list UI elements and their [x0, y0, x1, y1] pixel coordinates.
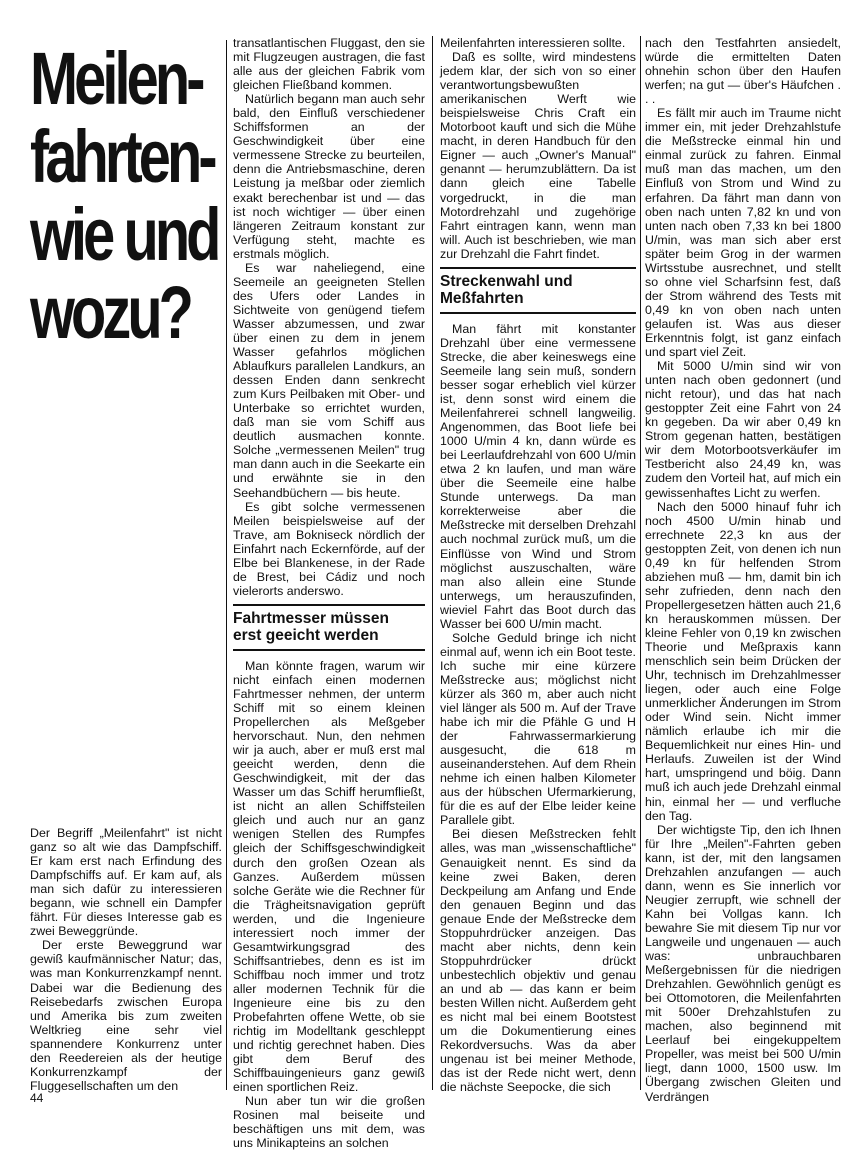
- paragraph: nach den Testfahrten ansiedelt, würde die ermittelten Daten ohnehin schon über den Haufen werfen; na gut — über's Häufchen . . .: [645, 36, 841, 107]
- column-divider: [226, 40, 227, 1090]
- paragraph: Nun aber tun wir die großen Rosinen mal beiseite und beschäftigen uns mit dem, was uns Minikapteins an solchen: [233, 1094, 425, 1151]
- paragraph: Solche Geduld bringe ich nicht einmal auf, wenn ich ein Boot teste. Ich suche mir eine kürzere Meßstrecke aus; möglichst nicht kürzer als 360 m, aber auch nicht viel länger als 500 m. Auf der Trave habe ich mir die Pfähle G und H der Fahrwassermarkierung ausgesucht, die 618 m auseinanderstehen. Auf dem Rhein nehme ich einen halben Kilometer aus der hübschen Ufermarkierung, für die es auf der Elbe leider keine Parallele gibt.: [440, 630, 636, 828]
- section-heading-line: Streckenwahl und: [440, 272, 573, 290]
- column-3: [440, 36, 636, 1095]
- title-line: fahrten-: [30, 115, 214, 198]
- column-divider: [640, 36, 641, 1090]
- paragraph: transatlantischen Fluggast, den sie mit Flugzeugen austragen, die fast alle aus der gleichen Fabrik vom gleichen Fließband kommen.: [233, 36, 425, 93]
- paragraph: Es fällt mir auch im Traume nicht immer ein, mit jeder Drehzahlstufe die Meßstrecke einmal hin und einmal zurück zu fahren. Einmal muß man das machen, um den Einfluß von Strom und Wind zu erfahren. Da fährt man dann von oben nach unten 7,82 kn und von unten nach oben 7,33 kn bei 1800 U/min, was man sich aber erst später beim Grog in der warmen Wirtsstube ausrechnet, und stellt so ohne viel Scharfsinn fest, daß der Strom während des Tests mit 0,49 kn von oben nach unten gelaufen ist. Was aus dieser Erkenntnis folgt, ist ganz einfach und spart viel Zeit.: [645, 106, 841, 360]
- article-title: [30, 37, 218, 354]
- paragraph: Der Begriff „Meilenfahrt" ist nicht ganz so alt wie das Dampfschiff. Er kam erst nach Erfindung des Dampfschiffs auf. Er kam auf, als man sich dafür zu interessieren begann, wie schnell ein Dampfer fährt. Für dieses Interesse gab es zwei Beweggründe.: [30, 826, 222, 939]
- column-4: [645, 36, 841, 1104]
- title-line: wie und: [30, 193, 218, 276]
- title-line: wozu?: [30, 271, 191, 354]
- title-line: Meilen-: [30, 37, 202, 120]
- page-number: 44: [30, 1091, 44, 1105]
- column-2: [233, 36, 425, 1151]
- paragraph: Meilenfahrten interessieren sollte.: [440, 36, 626, 50]
- section-heading-line: Fahrtmesser müssen: [233, 609, 389, 627]
- paragraph: Daß es sollte, wird mindestens jedem klar, der sich von so einer verantwortungsbewußten amerikanischen Werft wie beispielsweise Chris Craft ein Motorboot kauft und sich die Mühe macht, in deren Handbuch für den Eigner — auch „Owner's Manual" genannt — herumzublättern. Da ist dann gleich eine Tabelle vorgedruckt, in die man Motordrehzahl und zugehörige Fahrt eintragen kann, wenn man will. Auch ist beschrieben, wie man zur Drehzahl die Fahrt findet.: [440, 50, 636, 261]
- paragraph: Natürlich begann man auch sehr bald, den Einfluß verschiedener Schiffsformen an der Geschwindigkeit über eine vermessene Strecke zu beurteilen, denn die Antriebsmaschine, deren Leistung ja meßbar oder ziemlich exakt berechenbar ist und — das ist noch wichtiger — über einen längeren Zeitraum konstant zur Verfügung steht, machte es erstmals möglich.: [233, 92, 425, 261]
- paragraph: Es gibt solche vermessenen Meilen beispielsweise auf der Trave, am Bokniseck nördlich der Einfahrt nach Eckernförde, auf der Elbe bei Blankenese, in der Rade de Brest, bei Cádiz und noch vielerorts anderswo.: [233, 499, 425, 598]
- section-heading-line: erst geeicht werden: [233, 626, 379, 644]
- section-heading: [233, 604, 425, 651]
- paragraph: Der wichtigste Tip, den ich Ihnen für Ihre „Meilen"-Fahrten geben kann, ist der, mit den langsamen Drehzahlen anzufangen — auch dann, wenn es Sie innerlich vor Neugier zerrupft, wie schnell der Kahn bei Vollgas kann. Ich bewahre Sie mit diesem Tip nur vor Langweile und ungenauen — auch was: unbrauchbaren Meßergebnissen für die niedrigen Drehzahlen. Gewöhnlich genügt es bei Ottomotoren, die Meilenfahrten mit 500er Drehzahlstufen zu machen, also beginnend mit Leerlauf bei eingekuppeltem Propeller, was meist bei 500 U/min liegt, dann 1000, 1500 usw. Im Übergang zwischen Gleiten und Verdrängen: [645, 822, 841, 1104]
- column-divider: [432, 36, 433, 1090]
- section-heading-line: Meßfahrten: [440, 289, 524, 307]
- paragraph: Bei diesen Meßstrecken fehlt alles, was man „wissenschaftliche" Genauigkeit nennt. Es sind da keine zwei Baken, deren Deckpeilung am Anfang und Ende den genauen Beginn und das genaue Ende der Meßstrecke dem Stoppuhrdrücker anzeigen. Das macht aber nichts, denn kein Stoppuhrdrücker drückt unbestechlich objektiv und genau an und ab — das kann er beim besten Willen nicht. Außerdem geht es nicht mal bei einem Bootstest um die Dokumentierung eines Rekordversuchs. Was da aber ungenau ist bei meiner Methode, das ist der Rede nicht wert, denn die nächste Seepocke, die sich: [440, 827, 636, 1095]
- paragraph: Nach den 5000 hinauf fuhr ich noch 4500 U/min hinab und errechnete 22,3 kn aus der gestoppten Zeit, von denen ich nun 0,49 kn für helfenden Strom abziehen muß — hm, damit bin ich sehr zufrieden, denn nach den Propellergesetzen hätten auch 21,6 kn herauskommen müssen. Der kleine Fehler von 0,19 kn zwischen Theorie und Meßpraxis kann menschlich sein beim Drücken der Uhr, technisch im Drehzahlmesser liegen, oder auch eine Folge unmerklicher Änderungen im Strom oder Wind sein. Nicht immer nämlich erlaube ich mir die Bequemlichkeit nur eines Hin- und Herlaufs. Zuweilen ist der Wind hart, umspringend und böig. Dann muß ich auch jede Drehzahl einmal hin, einmal her — und verfluche den Tag.: [645, 499, 841, 823]
- column-1: [30, 826, 222, 1093]
- paragraph: Der erste Beweggrund war gewiß kaufmännischer Natur; das, was man Konkurrenzkampf nennt. Dabei war die Bedienung des Reisebedarfs zwischen Europa und Amerika bis zum zweiten Weltkrieg eine sehr viel spannendere Konkurrenz unter den Reedereien als der heutige Konkurrenzkampf der Fluggesellschaften um den: [30, 938, 222, 1093]
- section-heading: [440, 267, 636, 314]
- paragraph: Es war naheliegend, eine Seemeile an geeigneten Stellen des Ufers oder Landes in Sichtweite von genügend tiefem Wasser abzumessen, und zwar über einen zu dem in jenem Wasser gefahrlos möglichen Ablaufkurs parallelen Landkurs, an dessen Enden dann senkrecht zum Kurs Peilbaken mit Ober- und Unterbake so errichtet wurden, daß man sie vom Schiff aus deutlich ausmachen konnte. Solche „vermessenen Meilen" trug man dann auch in die Seekarte ein und erwähnte sie in den Seehandbüchern — bis heute.: [233, 260, 425, 500]
- paragraph: Mit 5000 U/min sind wir von unten nach oben gedonnert (und nicht retour), und das hat nach gestoppter Zeit eine Fahrt von 24 kn gegeben. Da wir aber 0,49 kn Strom gegenan hatten, bestätigen wir dem Motorbootsverkäufer im Testbericht also 24,49 kn, was zudem den Vorteil hat, auf mich ein gewissenhaftes Licht zu werfen.: [645, 359, 841, 500]
- paragraph: Man könnte fragen, warum wir nicht einfach einen modernen Fahrtmesser nehmen, der unterm Schiff mit so einem kleinen Propellerchen als Meßgeber hervorschaut. Nun, den nehmen wir ja auch, aber er muß erst mal geeicht werden, denn die Geschwindigkeit, mit der das Wasser um das Schiff herumfließt, ist nicht an allen Schiffsteilen gleich und auch nur an ganz wenigen Stellen des Rumpfes gleich der Schiffsgeschwindigkeit durch den großen Ozean als Ganzes. Außerdem müssen solche Geräte wie die Rechner für die Trägheitsnavigation geprüft werden, und die Ingenieure interessiert noch immer der Gesamtwirkungsgrad des Schiffsantriebes, denn es ist im Schiffbau noch immer und trotz aller modernen Technik für die Ingenieure eine bis zu den Probefahrten offene Wette, ob sie richtig im Modelltank geschleppt und richtig gerechnet haben. Dies gibt dem Beruf des Schiffbauingenieurs ganz gewiß einen sportlichen Reiz.: [233, 658, 425, 1095]
- paragraph: Man fährt mit konstanter Drehzahl über eine vermessene Strecke, die aber keineswegs eine Seemeile lang sein muß, sondern besser sogar erheblich viel kürzer ist, denn sonst wird einem die Meilenfahrerei schnell langweilig. Angenommen, das Boot liefe bei 1000 U/min 4 kn, dann würde es bei Leerlaufdrehzahl von 600 U/min etwa 2 kn laufen, und man wäre über die Seemeile eine halbe Stunde unterwegs. Da man korrekterweise aber die Meßstrecke mit derselben Drehzahl auch nochmal zurück muß, um die Einflüsse von Wind und Strom möglichst auszuschalten, wäre man also allein eine Stunde unterwegs, um herauszufinden, wieviel Fahrt das Boot durch das Wasser bei 600 U/min macht.: [440, 321, 636, 631]
